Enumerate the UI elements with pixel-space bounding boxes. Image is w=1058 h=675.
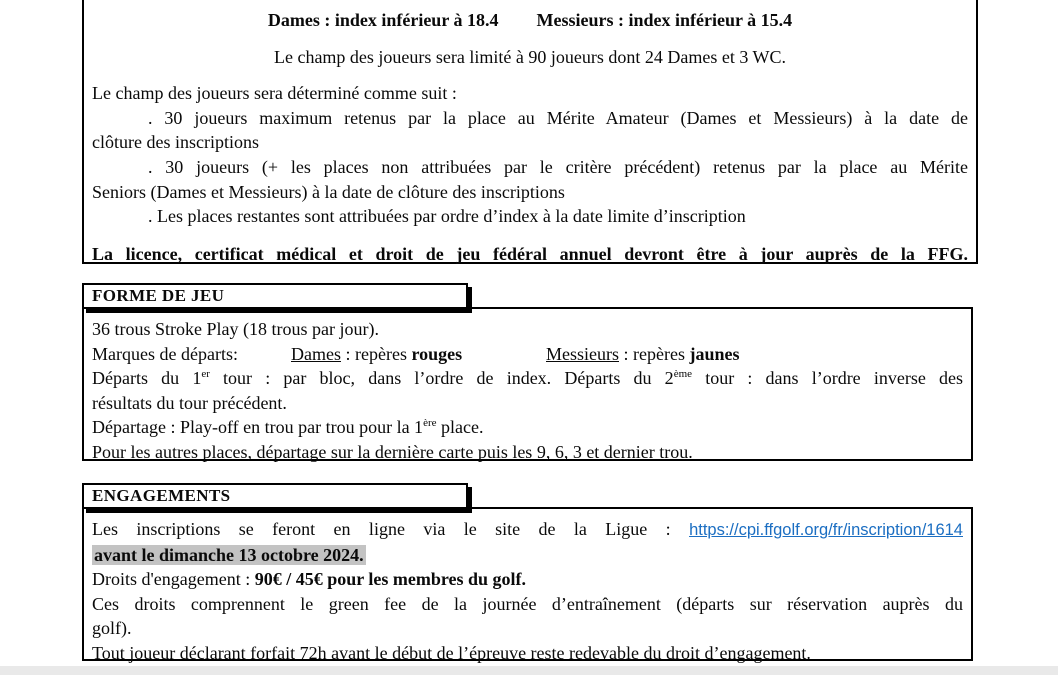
marks-dames-label: Dames [291, 343, 341, 364]
departs-line2: résultats du tour précédent. [92, 392, 287, 413]
index-limit-dames: Dames : index inférieur à 18.4 [267, 10, 499, 30]
fees-detail-line1: Ces droits comprennent le green fee de la journée d’entraînement (départs sur réservation auprès du [92, 593, 963, 614]
rule2-line2: Seniors (Dames et Messieurs) à la date de clôture des inscriptions [92, 181, 565, 202]
forme-de-jeu-body-box [82, 307, 973, 461]
marks-dames-value: rouges [411, 343, 463, 364]
field-limit-line: Le champ des joueurs sera limité à 90 joueurs dont 24 Dames et 3 WC. [273, 46, 787, 67]
departs-seg1: Départs du 1 [92, 368, 202, 389]
departs-line1 [92, 366, 963, 391]
stroke-play-line: 36 trous Stroke Play (18 trous par jour). [92, 319, 379, 339]
fees-line [92, 567, 963, 592]
marks-line [92, 342, 963, 367]
rule3-line: . Les places restantes sont attribuées par ordre d’index à la date limite d’inscription [148, 206, 746, 227]
inscription-text: Les inscriptions se feront en ligne via le site de la Ligue : [92, 519, 671, 539]
intro-box [82, 0, 978, 264]
fees-value: 90€ / 45€ pour les membres du golf. [254, 569, 527, 590]
departs-sup1: er [201, 368, 210, 381]
engagements-header-box [82, 483, 468, 509]
fees-detail-line2: golf). [92, 618, 132, 639]
deadline-highlight: avant le dimanche 13 octobre 2024. [94, 544, 364, 565]
license-note-line: La licence, certificat médical et droit de jeu fédéral annuel devront être à jour auprès de la FFG. [92, 243, 968, 264]
departage-sup: ère [423, 417, 437, 430]
marks-dames-group [291, 342, 546, 367]
page-bottom-edge [0, 666, 1058, 675]
departs-sup2: ème [673, 368, 693, 381]
index-limits-line [92, 8, 968, 33]
deadline-line [92, 543, 963, 568]
engagements-body-box [82, 507, 973, 661]
departage-seg1: Départage : Play-off en trou par trou pour la 1 [92, 417, 424, 438]
marks-messieurs-group [546, 344, 739, 364]
departage-seg2: place. [436, 417, 484, 438]
departs-seg2: tour : par bloc, dans l’ordre de index. Départs du 2 [209, 368, 674, 389]
marks-messieurs-sep: : repères [619, 343, 690, 364]
forfeit-note-line: Tout joueur déclarant forfait 72h avant le début de l’épreuve reste redevable du droit d’engagement. [92, 642, 811, 663]
fees-label: Droits d'engagement : [92, 569, 255, 590]
marks-messieurs-label: Messieurs [546, 343, 619, 364]
engagements-title: ENGAGEMENTS [92, 485, 231, 505]
determination-intro-line: Le champ des joueurs sera déterminé comme suit : [92, 83, 457, 104]
rule2-line1: . 30 joueurs (+ les places non attribuées par le critère précédent) retenus par la place au Mérite [148, 156, 968, 177]
inscription-link[interactable]: https://cpi.ffgolf.org/fr/inscription/1614 [689, 521, 963, 539]
forme-de-jeu-title: FORME DE JEU [92, 285, 225, 305]
marks-messieurs-value: jaunes [689, 343, 740, 364]
forme-de-jeu-header-box [82, 283, 468, 309]
inscription-line [92, 517, 963, 543]
marks-label: Marques de départs: [92, 343, 238, 364]
other-places-line: Pour les autres places, départage sur la dernière carte puis les 9, 6, 3 et dernier trou. [92, 441, 693, 462]
rule1-line2: clôture des inscriptions [92, 132, 259, 153]
departs-seg3: tour : dans l’ordre inverse des [692, 368, 963, 389]
marks-dames-sep: : repères [340, 343, 412, 364]
index-limit-messieurs: Messieurs : index inférieur à 15.4 [536, 10, 793, 30]
departage-line [92, 415, 963, 440]
rule1-line1: . 30 joueurs maximum retenus par la place au Mérite Amateur (Dames et Messieurs) à la date de [148, 107, 968, 128]
